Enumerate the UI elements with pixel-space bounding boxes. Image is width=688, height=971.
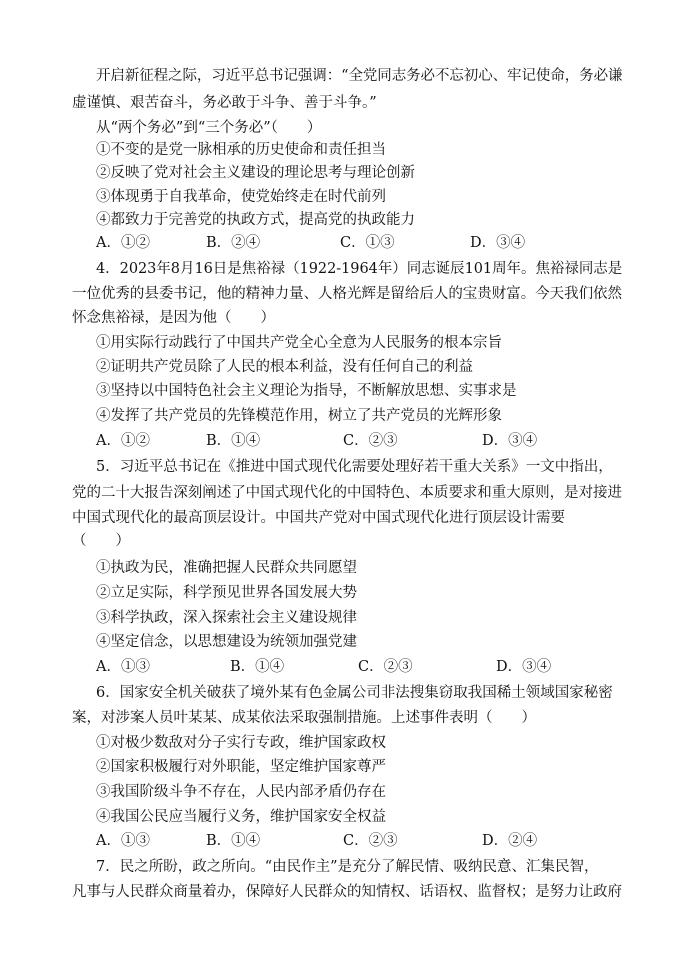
q4-stem-line1: 4．2023年8月16日是焦裕禄（1922-1964年）同志诞辰101周年。焦裕禄同志是: [96, 261, 623, 277]
q3-stem-line1: 开启新征程之际，习近平总书记强调：“全党同志务必不忘初心、牢记使命，务必谦: [96, 68, 623, 84]
q7-stem-line2: 凡事与人民群众商量着办，保障好人民群众的知情权、话语权、监督权；是努力让政府: [72, 884, 623, 900]
q6-option-c: C．②③: [343, 833, 398, 849]
q5-item-2: ②立足实际，科学预见世界各国发展大势: [96, 585, 357, 601]
q3-item-2: ②反映了党对社会主义建设的理论思考与理论创新: [96, 165, 415, 181]
q6-stem-line2: 案，对涉案人员叶某某、成某依法采取强制措施。上述事件表明（ ）: [72, 710, 536, 726]
q3-option-a: A．①②: [96, 235, 150, 251]
q5-option-d: D．③④: [496, 659, 552, 675]
q6-option-b: B．①④: [206, 833, 261, 849]
q3-option-c: C．①③: [340, 235, 395, 251]
q5-option-b: B．①④: [230, 659, 285, 675]
q4-option-c: C．②③: [343, 433, 398, 449]
q4-option-a: A．①②: [96, 433, 150, 449]
q4-option-d: D．③④: [482, 433, 538, 449]
q3-option-b: B．②④: [206, 235, 261, 251]
q5-stem-line3: 中国式现代化的最高顶层设计。中国共产党对中国式现代化进行顶层设计需要: [72, 510, 565, 526]
q4-item-3: ③坚持以中国特色社会主义理论为指导，不断解放思想、实事求是: [96, 383, 517, 399]
q6-option-a: A．①③: [96, 833, 150, 849]
q3-option-d: D．③④: [470, 235, 526, 251]
q3-item-4: ④都致力于完善党的执政方式，提高党的执政能力: [96, 212, 415, 228]
q6-item-3: ③我国阶级斗争不存在，人民内部矛盾仍存在: [96, 784, 386, 800]
q4-stem-line3: 怀念焦裕禄，是因为他（ ）: [72, 310, 275, 326]
q3-stem-line3: 从“两个务必”到“三个务必”（ ）: [96, 120, 322, 136]
q3-stem-line2: 虚谨慎、艰苦奋斗，务必敢于斗争、善于斗争。”: [72, 95, 377, 111]
q6-item-2: ②国家积极履行对外职能，坚定维护国家尊严: [96, 759, 386, 775]
q6-stem-line1: 6．国家安全机关破获了境外某有色金属公司非法搜集窃取我国稀土领域国家秘密: [96, 685, 613, 701]
q6-item-1: ①对极少数敌对分子实行专政，维护国家政权: [96, 735, 386, 751]
q5-option-c: C．②③: [358, 659, 413, 675]
q3-item-3: ③体现勇于自我革命，使党始终走在时代前列: [96, 189, 386, 205]
q4-item-1: ①用实际行动践行了中国共产党全心全意为人民服务的根本宗旨: [96, 335, 502, 351]
q5-stem-line4: （ ）: [72, 533, 130, 549]
q3-item-1: ①不变的是党一脉相承的历史使命和责任担当: [96, 142, 386, 158]
q7-stem-line1: 7．民之所盼，政之所向。“由民作主”是充分了解民情、吸纳民意、汇集民智，: [96, 859, 599, 875]
q6-option-d: D．②④: [482, 833, 538, 849]
q4-stem-line2: 一位优秀的县委书记，他的精神力量、人格光辉是留给后人的宝贵财富。今天我们依然: [72, 286, 623, 302]
q5-option-a: A．①③: [96, 659, 150, 675]
q4-item-2: ②证明共产党员除了人民的根本利益，没有任何自己的利益: [96, 359, 473, 375]
q4-option-b: B．①④: [206, 433, 261, 449]
q5-item-1: ①执政为民，准确把握人民群众共同愿望: [96, 560, 357, 576]
q5-stem-line2: 党的二十大报告深刻阐述了中国式现代化的中国特色、本质要求和重大原则，是对接进: [72, 485, 623, 501]
q5-stem-line1: 5．习近平总书记在《推进中国式现代化需要处理好若干重大关系》一文中指出，: [96, 459, 613, 475]
q4-item-4: ④发挥了共产党员的先锋模范作用，树立了共产党员的光辉形象: [96, 408, 502, 424]
q5-item-4: ④坚定信念，以思想建设为统领加强党建: [96, 634, 357, 650]
q6-item-4: ④我国公民应当履行义务，维护国家安全权益: [96, 809, 386, 825]
q5-item-3: ③科学执政，深入探索社会主义建设规律: [96, 610, 357, 626]
